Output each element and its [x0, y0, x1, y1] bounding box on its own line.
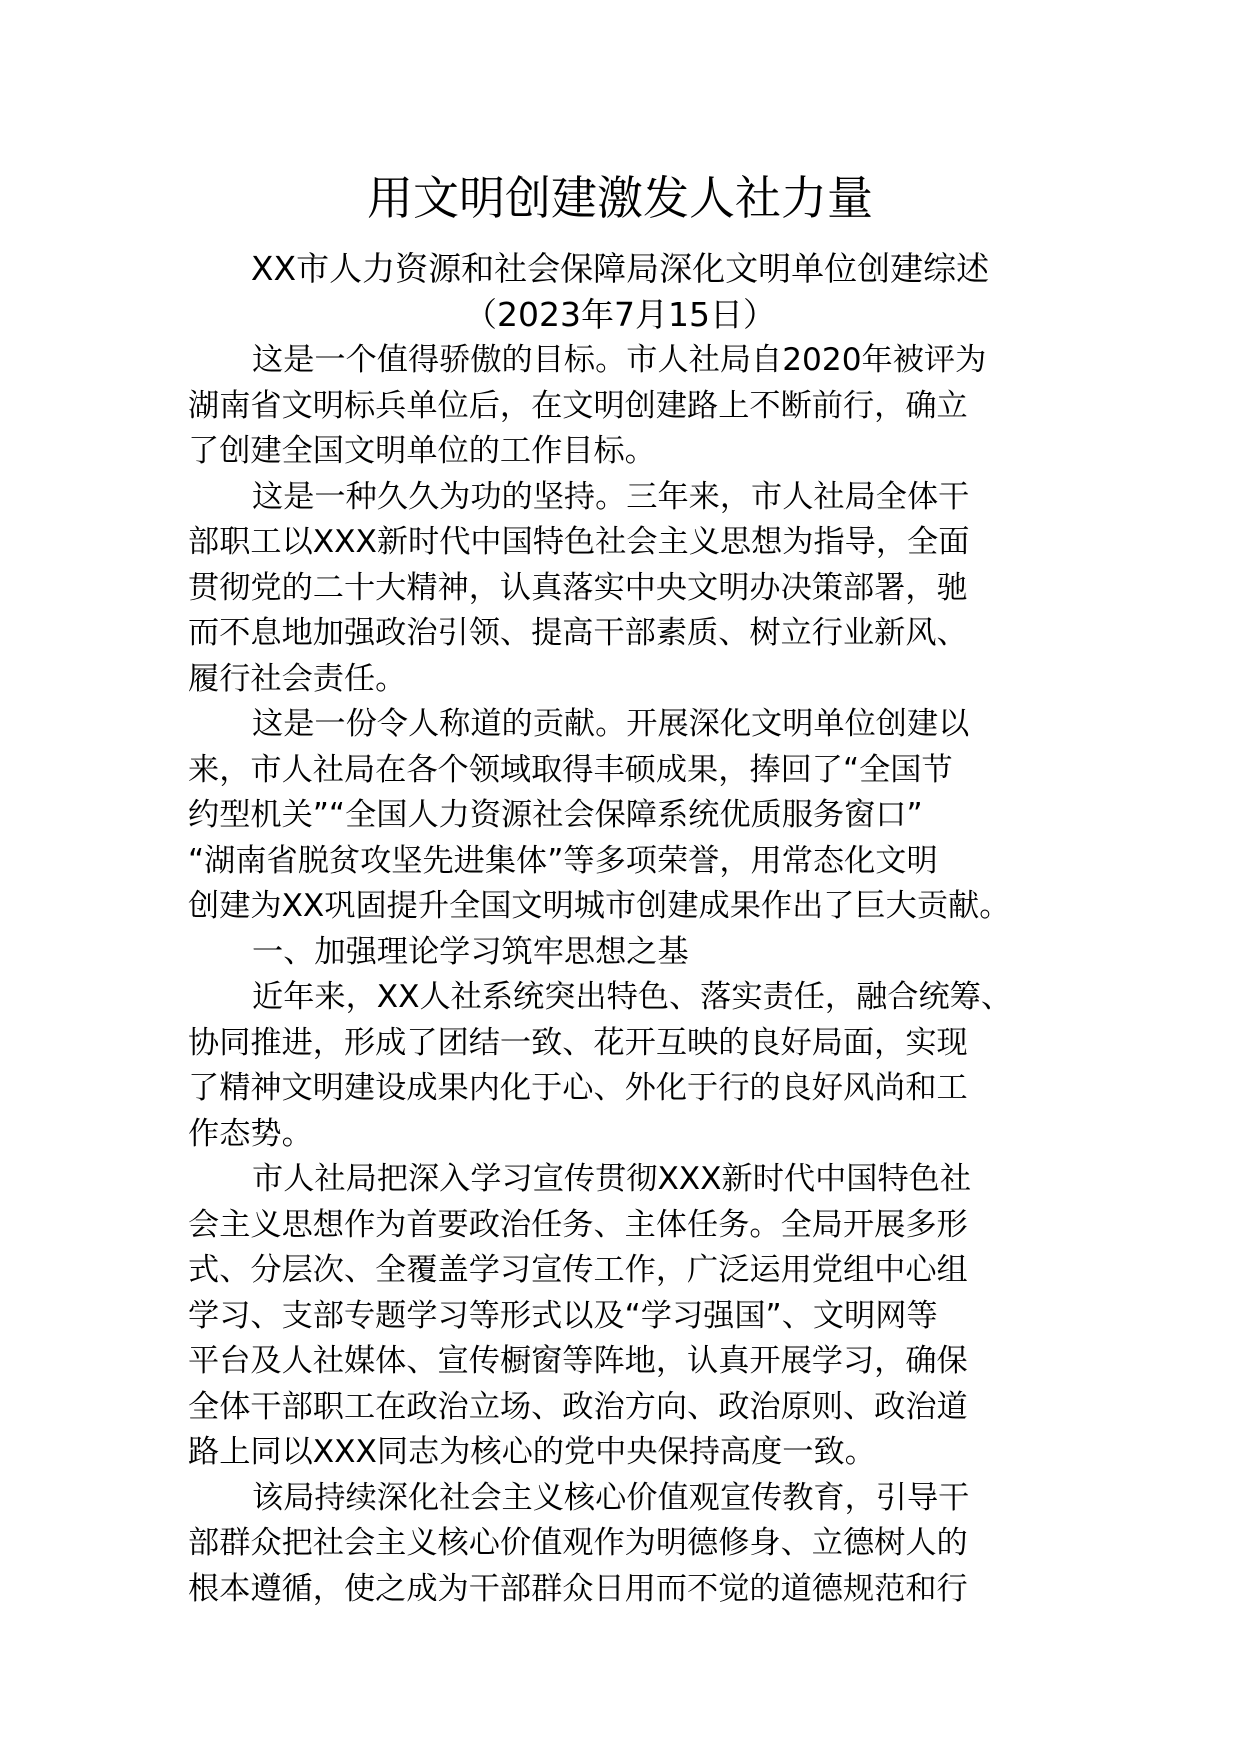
- text-line: 部职工以XXX新时代中国特色社会主义思想为指导，全面: [188, 524, 970, 560]
- text-line: 式、分层次、全覆盖学习宣传工作，广泛运用党组中心组: [188, 1252, 968, 1288]
- text-line: 创建为XX巩固提升全国文明城市创建成果作出了巨大贡献。: [188, 888, 1011, 924]
- document-date: （2023年7月15日）: [464, 295, 776, 334]
- text-line: 路上同以XXX同志为核心的党中央保持高度一致。: [188, 1434, 876, 1470]
- text-line: 市人社局把深入学习宣传贯彻XXX新时代中国特色社: [252, 1161, 972, 1197]
- text-line: 贯彻党的二十大精神，认真落实中央文明办决策部署，驰: [188, 569, 968, 606]
- document-body: [188, 338, 1056, 1612]
- text-line: 了创建全国文明单位的工作目标。: [188, 433, 656, 469]
- text-line: 全体干部职工在政治立场、政治方向、政治原则、政治道: [188, 1388, 968, 1425]
- text-line: 履行社会责任。: [188, 660, 407, 697]
- text-line: 来，市人社局在各个领域取得丰硕成果，捧回了“全国节: [188, 751, 953, 788]
- text-line: 部群众把社会主义核心价值观作为明德修身、立德树人的: [188, 1525, 968, 1561]
- text-line: “湖南省脱贫攻坚先进集体”等多项荣誉，用常态化文明: [188, 842, 938, 879]
- text-line: 这是一种久久为功的坚持。三年来，市人社局全体干: [252, 478, 970, 515]
- document-subtitle: XX市人力资源和社会保障局深化文明单位创建综述: [250, 249, 990, 288]
- text-line: 湖南省文明标兵单位后，在文明创建路上不断前行，确立: [188, 387, 968, 424]
- text-line: 平台及人社媒体、宣传橱窗等阵地，认真开展学习，确保: [188, 1343, 968, 1379]
- text-line: 作态势。: [188, 1115, 313, 1152]
- text-line: 根本遵循，使之成为干部群众日用而不觉的道德规范和行: [188, 1570, 968, 1607]
- text-line: 学习、支部专题学习等形式以及“学习强国”、文明网等: [188, 1297, 938, 1334]
- text-line: 这是一个值得骄傲的目标。市人社局自2020年被评为: [252, 342, 987, 378]
- section-heading: 一、加强理论学习筑牢思想之基: [252, 933, 689, 970]
- text-line: 了精神文明建设成果内化于心、外化于行的良好风尚和工: [188, 1070, 968, 1106]
- text-line: 协同推进，形成了团结一致、花开互映的良好局面，实现: [188, 1024, 968, 1061]
- text-line: 这是一份令人称道的贡献。开展深化文明单位创建以: [252, 706, 970, 742]
- text-line: 该局持续深化社会主义核心价值观宣传教育，引导干: [252, 1479, 970, 1516]
- text-line: 会主义思想作为首要政治任务、主体任务。全局开展多形: [188, 1206, 968, 1243]
- text-line: 约型机关”“全国人力资源社会保障系统优质服务窗口”: [188, 797, 923, 833]
- document-title: 用文明创建激发人社力量: [367, 171, 873, 225]
- text-line: 而不息地加强政治引领、提高干部素质、树立行业新风、: [188, 615, 968, 651]
- text-line: 近年来，XX人社系统突出特色、落实责任，融合统筹、: [252, 979, 1013, 1015]
